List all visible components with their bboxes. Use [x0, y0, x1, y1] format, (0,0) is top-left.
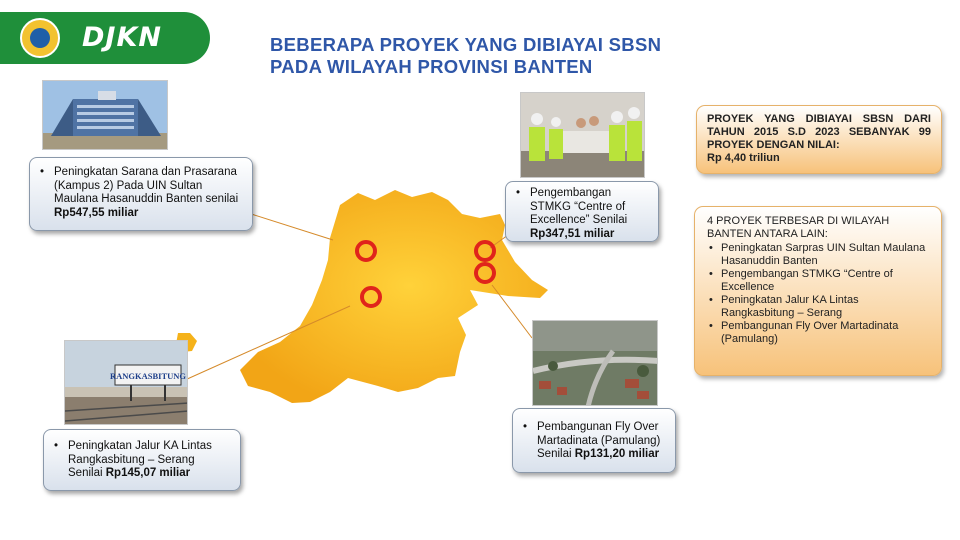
top-projects-heading: 4 PROYEK TERBESAR DI WILAYAH BANTEN ANTARA LAIN:	[707, 215, 890, 240]
top-projects-list	[707, 242, 929, 346]
uin-building-photo	[42, 80, 168, 150]
top-projects-box	[694, 206, 942, 376]
banten-province-shape	[240, 190, 548, 403]
callout-uin-value: Rp547,55 miliar	[54, 206, 139, 219]
station-sign-text: RANGKASBITUNG	[109, 371, 187, 381]
callout-stmkg: • Pengembangan STMKG “Centre of Excellence” Senilai Rp347,51 miliar	[505, 181, 659, 242]
rangkasbitung-station-photo	[64, 340, 188, 425]
list-item: • Peningkatan Sarpras UIN Sultan Maulana Hasanuddin Banten	[707, 242, 929, 268]
connector-uin	[245, 212, 333, 240]
callout-stmkg-text: Pengembangan STMKG “Centre of Excellence” Senilai	[530, 187, 628, 226]
callout-uin: • Peningkatan Sarana dan Prasarana (Kampus 2) Pada UIN Sultan Maulana Hasanuddin Banten senilai Rp547,55 miliar	[29, 157, 253, 231]
list-item: • Pembangunan Fly Over Martadinata (Pamulang)	[707, 320, 929, 346]
callout-stmkg-value: Rp347,51 miliar	[530, 227, 615, 240]
flyover-aerial-photo	[532, 320, 658, 406]
callout-rail: • Peningkatan Jalur KA Lintas Rangkasbitung – Serang Senilai Rp145,07 miliar	[43, 429, 241, 491]
callout-flyover-value: Rp131,20 miliar	[574, 448, 660, 460]
list-item: • Peningkatan Jalur KA Lintas Rangkasbitung – Serang	[707, 294, 929, 320]
list-item: • Pengembangan STMKG “Centre of Excellence	[707, 268, 929, 294]
callout-rail-value: Rp145,07 miliar	[105, 467, 191, 479]
summary-text: PROYEK YANG DIBIAYAI SBSN DARI TAHUN 2015 S.D 2023 SEBANYAK 99 PROYEK DENGAN NILAI:	[707, 113, 931, 151]
summary-box	[696, 105, 942, 174]
page-title-line-2: PADA WILAYAH PROVINSI BANTEN	[270, 56, 593, 77]
djkn-logo-text: DJKN	[82, 22, 162, 53]
callout-rail-text: Peningkatan Jalur KA Lintas Rangkasbitung – Serang Senilai	[68, 440, 212, 479]
page-title-line-1: BEBERAPA PROYEK YANG DIBIAYAI SBSN	[270, 34, 662, 55]
callout-flyover: • Pembangunan Fly Over Martadinata (Pamulang) Senilai Rp131,20 miliar	[512, 408, 676, 473]
callout-uin-text: Peningkatan Sarana dan Prasarana (Kampus 2) Pada UIN Sultan Maulana Hasanuddin Banten senilai	[54, 166, 239, 205]
summary-value: Rp 4,40 triliun	[707, 152, 780, 164]
stmkg-visit-photo	[520, 92, 645, 178]
callout-flyover-text: Pembangunan Fly Over Martadinata (Pamulang) Senilai	[537, 421, 661, 460]
